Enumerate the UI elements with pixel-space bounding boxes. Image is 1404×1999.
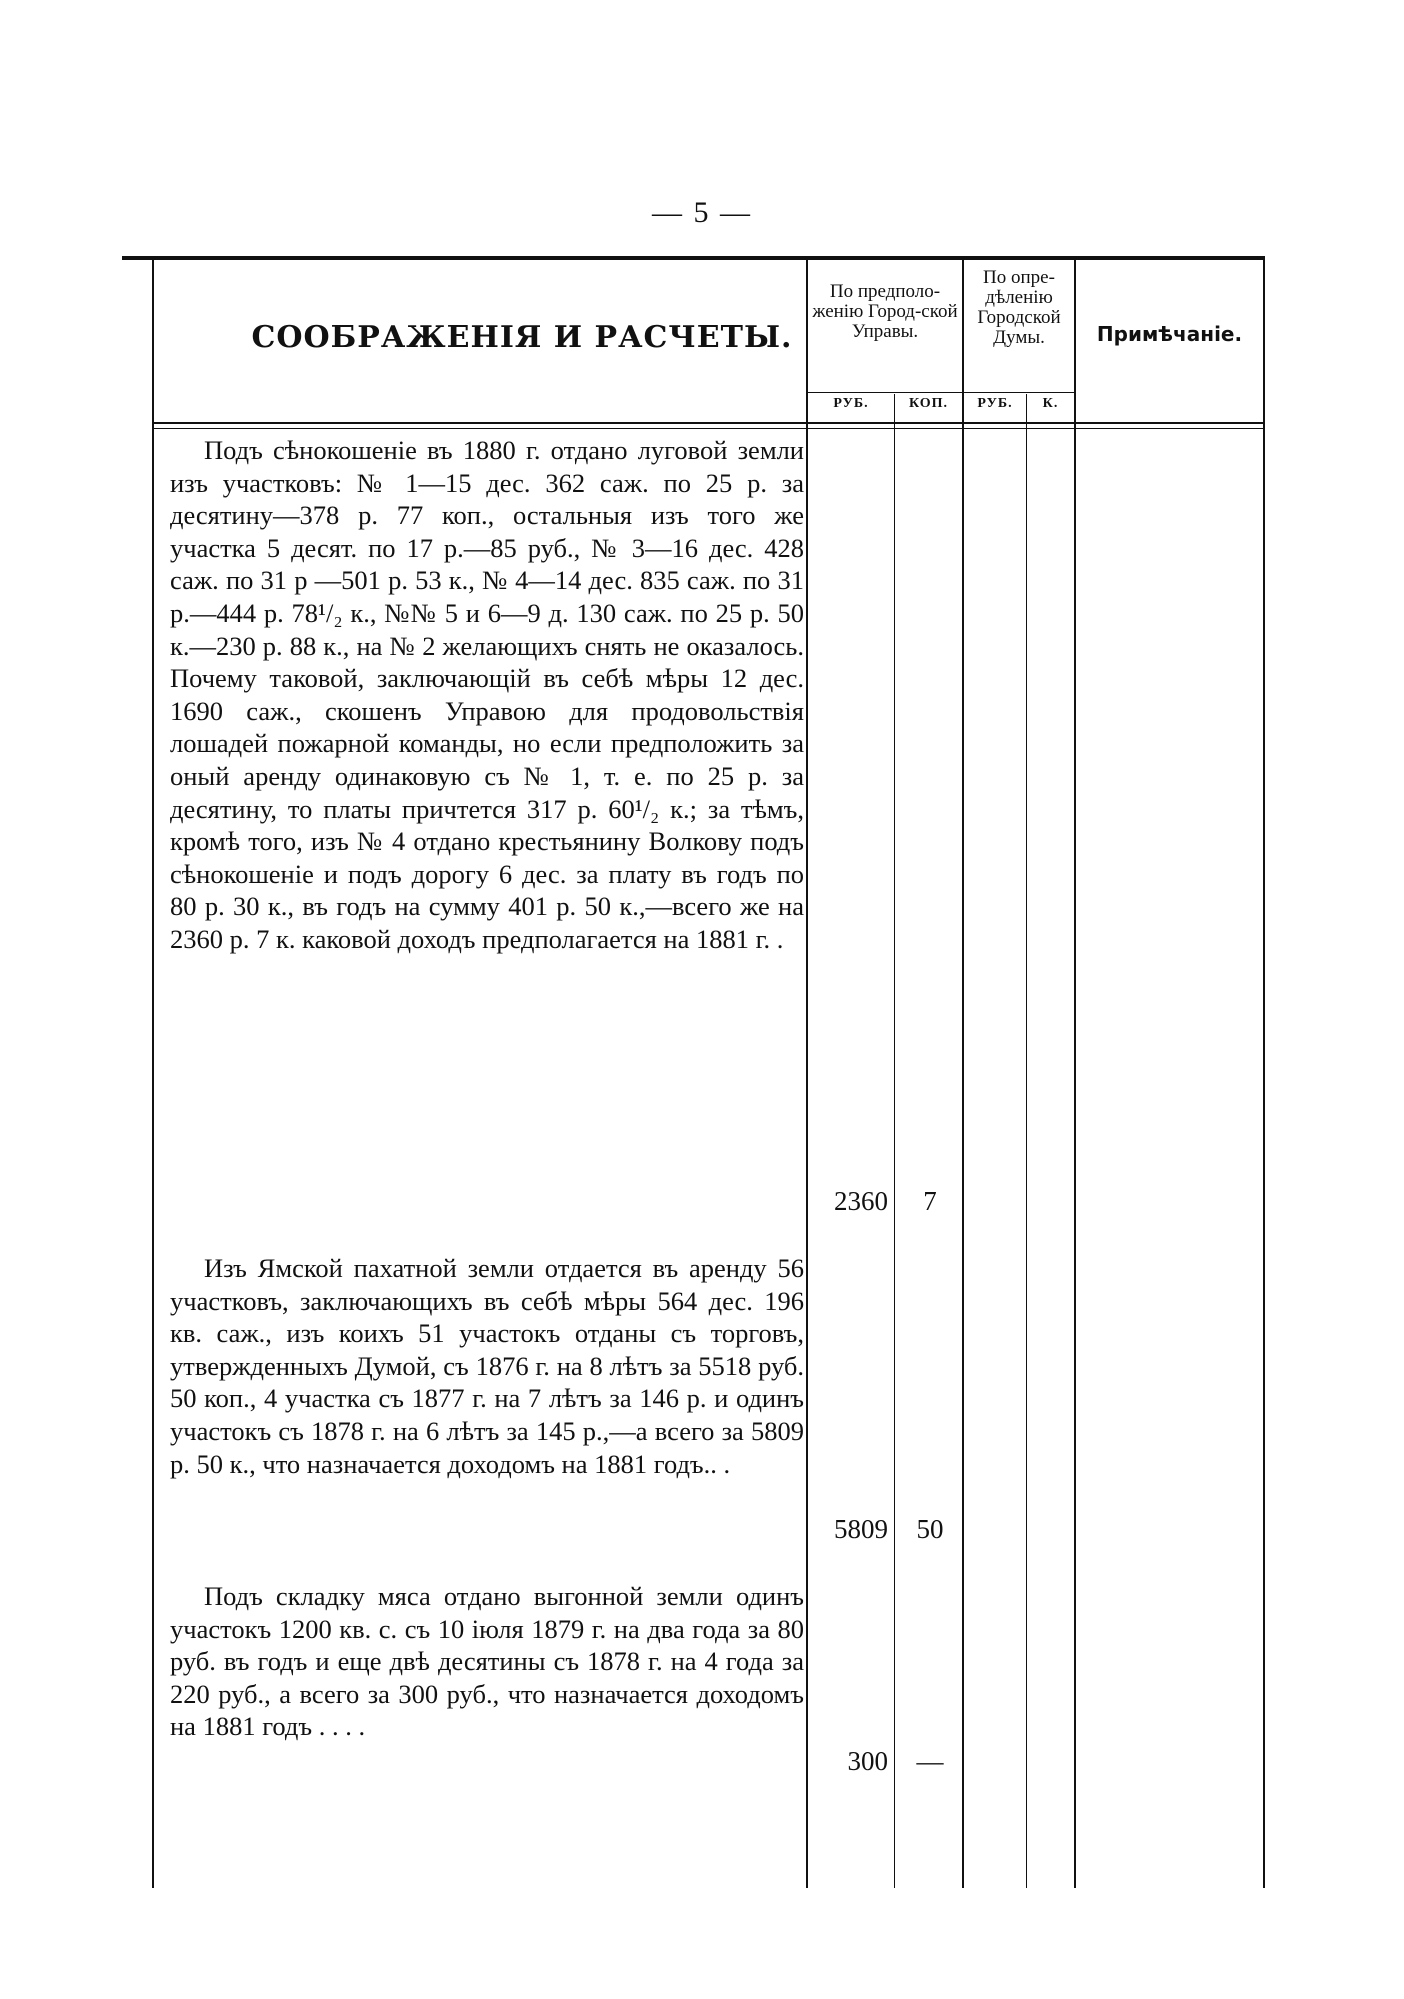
unit-kop-uprava: КОП. xyxy=(908,396,949,411)
header-rule-units xyxy=(806,392,1076,393)
amount-kop-2: 50 xyxy=(916,1514,944,1544)
rule-before-note xyxy=(1074,260,1076,1888)
top-rule xyxy=(122,256,1265,260)
column-head-uprava: По предполо-женію Город-ской Управы. xyxy=(812,281,958,342)
unit-rub-uprava: РУБ. xyxy=(833,396,869,411)
entry-arable-land xyxy=(170,1252,804,1480)
column-head-duma: По опре-дѣленію Городской Думы. xyxy=(977,267,1061,348)
unit-rub-duma: РУБ. xyxy=(977,396,1013,411)
entry-text: Подъ сѣнокошеніе въ 1880 г. отдано луговой земли изъ участковъ: № 1—15 дес. 362 саж. по 25 р. за десятину—378 р. 77 коп., остальныя изъ того же участка 5 десят. по 17 р.—85 руб., № 3—16 дес. 428 саж. по 31 р —501 р. 53 к., № 4—14 дес. 835 саж. по 31 р.—444 р. 78¹/₂ к., №№ 5 и 6—9 д. 130 саж. по 25 р. 50 к.—230 р. 88 к., на № 2 желающихъ снять не оказалось. Почему таковой, заключающій въ себѣ мѣры 12 дес. 1690 саж., скошенъ Управою для продовольствія лошадей пожарной команды, но если предположить за оный аренду одинаковую съ № 1, т. е. по 25 р. за десятину, то платы причтется 317 р. 60¹/₂ к.; за тѣмъ, кромѣ того, изъ № 4 отдано крестьянину Волкову подъ сѣнокошеніе и подъ дорогу 6 дес. за плату въ годъ по 80 р. 30 к., въ годъ на сумму 401 р. 50 к.,—всего же на 2360 р. 7 к. каковой доходъ предполагается на 1881 г. . xyxy=(170,435,804,954)
entry-hay-meadow xyxy=(170,434,804,956)
left-border xyxy=(152,260,154,1888)
right-border xyxy=(1263,260,1265,1888)
rule-before-duma xyxy=(962,260,964,1888)
header-bottom-rule-1 xyxy=(152,422,1265,424)
entry-text: Изъ Ямской пахатной земли отдается въ аренду 56 участковъ, заключающихъ въ себѣ мѣры 564 дес. 196 кв. саж., изъ коихъ 51 участокъ отданы съ торговъ, утвержденныхъ Думой, съ 1876 г. на 8 лѣтъ за 5518 руб. 50 коп., 4 участка съ 1877 г. на 7 лѣтъ за 146 р. и одинъ участокъ съ 1878 г. на 6 лѣтъ за 145 р.,—а всего за 5809 р. 50 к., что назначается доходомъ на 1881 годъ.. . xyxy=(170,1253,804,1479)
entry-text: Подъ складку мяса отдано выгонной земли одинъ участокъ 1200 кв. с. съ 10 іюля 1879 г. на два года за 80 руб. въ годъ и еще двѣ десятины съ 1878 г. на 4 года за 220 руб., а всего за 300 руб., что назначается доходомъ на 1881 годъ . . . . xyxy=(170,1581,804,1742)
column-head-note: Примѣчаніе. xyxy=(1096,322,1243,346)
amount-kop-1: 7 xyxy=(923,1186,937,1216)
rule-duma-k xyxy=(1026,394,1027,1888)
rule-uprava-kop xyxy=(894,394,895,1888)
amount-kop-3: — xyxy=(916,1746,944,1776)
unit-k-duma: К. xyxy=(1042,396,1059,411)
amount-rub-1: 2360 xyxy=(834,1186,888,1216)
entry-meat-storage xyxy=(170,1580,804,1743)
rule-before-uprava xyxy=(806,260,808,1888)
section-title: СООБРАЖЕНІЯ И РАСЧЕТЫ. xyxy=(251,320,793,355)
amount-rub-2: 5809 xyxy=(834,1514,888,1544)
page-number: — 5 — xyxy=(652,196,752,229)
header-bottom-rule-2 xyxy=(152,428,1265,429)
amount-rub-3: 300 xyxy=(847,1746,888,1776)
